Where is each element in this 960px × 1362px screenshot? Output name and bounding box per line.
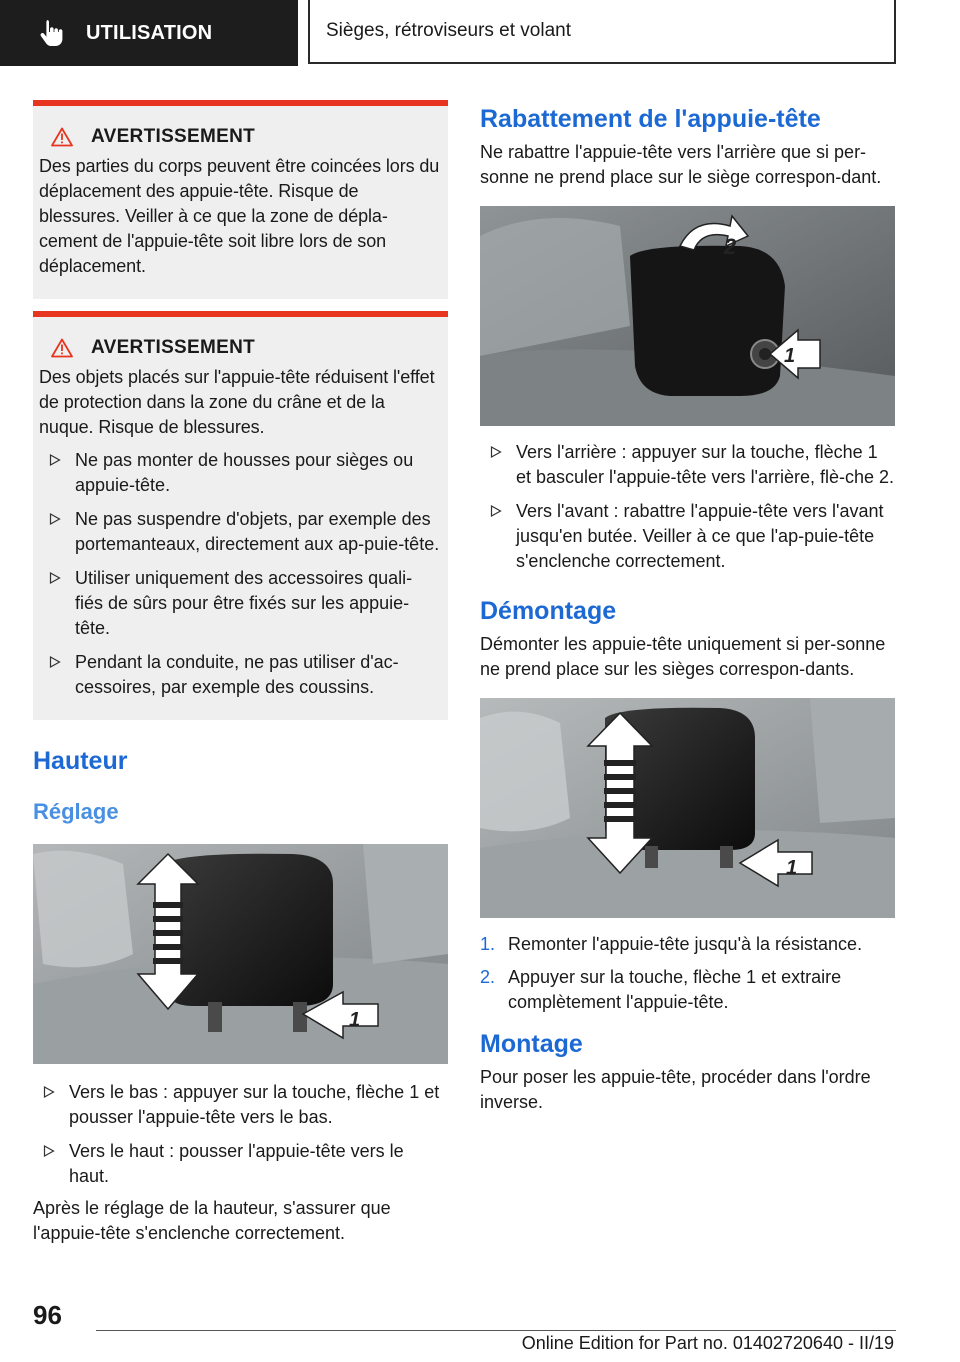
- step-text: Remonter l'appuie-tête jusqu'à la résistance.: [508, 934, 863, 954]
- warning-title: [51, 337, 440, 359]
- rabattement-intro: Ne rabattre l'appuie-tête vers l'arrière que si per‐sonne ne prend place sur le siège correspon‐dant.: [480, 142, 882, 187]
- figure-callout: 2: [724, 234, 737, 259]
- triangle-bullet-icon: [43, 1141, 55, 1161]
- subheading-reglage: Réglage: [33, 799, 119, 824]
- fold-steps-list: [480, 440, 895, 574]
- section-heading-rabattement: Rabattement de l'appuie-tête: [480, 105, 821, 133]
- montage-text: Pour poser les appuie-tête, procéder dans l'ordre inverse.: [480, 1067, 871, 1112]
- triangle-bullet-icon: [49, 509, 61, 529]
- warning-list: [39, 448, 440, 700]
- headrest-height-figure: [33, 844, 448, 1064]
- list-item: [33, 1139, 448, 1189]
- footer-edition[interactable]: Online Edition for Part no. 01402720640 - II/19: [521, 1333, 894, 1353]
- section-label: UTILISATION: [86, 21, 213, 44]
- list-item: [39, 448, 440, 498]
- page-number: 96: [33, 1300, 62, 1330]
- warning-title-text: AVERTISSEMENT: [91, 337, 256, 358]
- warning-title: [51, 126, 440, 148]
- left-column: [33, 100, 448, 1246]
- triangle-bullet-icon: [49, 652, 61, 672]
- section-heading-hauteur: Hauteur: [33, 747, 128, 775]
- chapter-label: Sièges, rétroviseurs et volant: [326, 20, 572, 41]
- warning-triangle-icon: [51, 127, 73, 147]
- list-item: [39, 566, 440, 641]
- warning-text: Des parties du corps peuvent être coincées lors du déplacement des appuie-tête. Risque de blessures. Veiller à ce que la zone de dépla‐cement de l'appuie-tête soit libre lors de son déplacement.: [39, 156, 440, 276]
- list-item: [39, 507, 440, 557]
- list-item-text: Ne pas suspendre d'objets, par exemple des portemanteaux, directement aux ap‐puie-tête.: [75, 509, 440, 554]
- section-tab[interactable]: [0, 0, 298, 66]
- figure-callout: 1: [784, 345, 796, 367]
- list-item: [480, 440, 895, 490]
- chapter-tab[interactable]: [308, 0, 896, 64]
- height-after-text: Après le réglage de la hauteur, s'assurer que l'appuie-tête s'enclenche correctement.: [33, 1198, 391, 1243]
- hand-pointer-icon: [38, 18, 66, 48]
- triangle-bullet-icon: [43, 1082, 55, 1102]
- list-item: [39, 650, 440, 700]
- headrest-removal-figure: [480, 698, 895, 918]
- list-item-text: Vers l'arrière : appuyer sur la touche, flèche 1 et basculer l'appuie-tête vers l'arrière, flè‐che 2.: [516, 442, 895, 487]
- list-item-text: Vers le bas : appuyer sur la touche, flèche 1 et pousser l'appuie-tête vers le bas.: [69, 1082, 440, 1127]
- step-text: Appuyer sur la touche, flèche 1 et extraire complètement l'appuie-tête.: [508, 967, 842, 1012]
- triangle-bullet-icon: [49, 568, 61, 588]
- figure-callout: 1: [786, 857, 798, 879]
- list-item-text: Pendant la conduite, ne pas utiliser d'ac‐cessoires, par exemple des coussins.: [75, 652, 399, 697]
- triangle-bullet-icon: [490, 442, 502, 462]
- warning-triangle-icon: [51, 338, 73, 358]
- triangle-bullet-icon: [49, 450, 61, 470]
- warning-title-text: AVERTISSEMENT: [91, 126, 256, 147]
- list-item-text: Vers le haut : pousser l'appuie-tête vers le haut.: [69, 1141, 404, 1186]
- headrest-fold-figure: [480, 206, 895, 426]
- height-steps-list: [33, 1080, 448, 1189]
- removal-steps-list: [480, 932, 895, 1015]
- warning-text: Des objets placés sur l'appuie-tête réduisent l'effet de protection dans la zone du crâne et de la nuque. Risque de blessures.: [39, 367, 435, 437]
- warning-box: [33, 100, 448, 299]
- step-number: 1.: [480, 934, 496, 954]
- footer-divider: [96, 1330, 896, 1331]
- triangle-bullet-icon: [490, 501, 502, 521]
- list-item-text: Utiliser uniquement des accessoires quali‐fiés de sûrs pour être fixés sur les appuie-tête.: [75, 568, 413, 638]
- headrest-removal-illustration: [480, 698, 895, 918]
- demontage-intro: Démonter les appuie-tête uniquement si per‐sonne ne prend place sur les sièges correspon‐dants.: [480, 634, 886, 679]
- headrest-height-illustration: [33, 844, 448, 1064]
- list-item-text: Ne pas monter de housses pour sièges ou appuie-tête.: [75, 450, 414, 495]
- list-item-text: Vers l'avant : rabattre l'appuie-tête vers l'avant jusqu'en butée. Veiller à ce que l'ap‐puie-tête s'enclenche correctement.: [516, 501, 884, 571]
- step-number: 2.: [480, 967, 496, 987]
- warning-box: [33, 311, 448, 720]
- section-heading-montage: Montage: [480, 1030, 583, 1058]
- list-item: [480, 499, 895, 574]
- section-heading-demontage: Démontage: [480, 597, 617, 625]
- figure-callout: 1: [349, 1009, 361, 1031]
- headrest-fold-illustration: [480, 206, 895, 426]
- right-column: [480, 104, 895, 1115]
- numbered-step: [480, 932, 895, 957]
- list-item: [33, 1080, 448, 1130]
- page-header: [0, 0, 960, 66]
- numbered-step: [480, 965, 895, 1015]
